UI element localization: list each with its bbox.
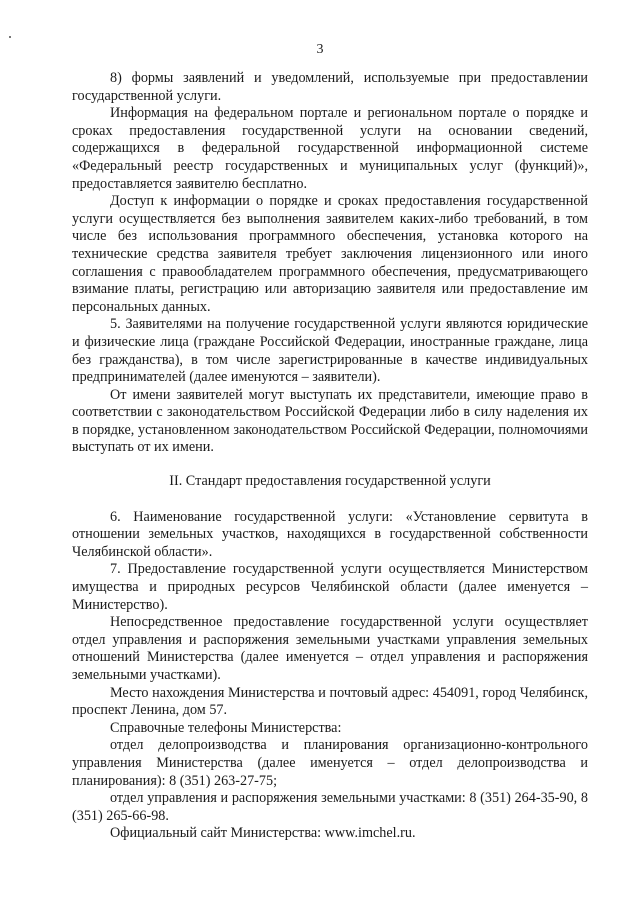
paragraph-provider: 7. Предоставление государственной услуги осуществляется Министерством имущества и природных ресурсов Челябинской области (далее именуется – Министерство). (72, 561, 588, 613)
page-number: 3 (316, 42, 324, 57)
paragraph-service-name: 6. Наименование государственной услуги: «Установление сервитута в отношении земельных участков, находящихся в государственной собственности Челябинской области». (72, 508, 588, 560)
scan-mark (9, 36, 11, 38)
document-body (72, 70, 588, 843)
paragraph-portal-info: Информация на федеральном портале и региональном портале о порядке и сроках предоставления государственной услуги на основании сведений, содержащихся в федеральной государственной информационной системе «Федеральный реестр государственных и муниципальных услуг (функций)», предоставляется заявителю бесплатно. (72, 105, 588, 192)
paragraph-phones-heading: Справочные телефоны Министерства: (110, 719, 342, 736)
paragraph-applicants: 5. Заявителями на получение государственной услуги являются юридические и физические лица (граждане Российской Федерации, иностранные граждане, лица без гражданства), в том числе зарегистрированные в качестве индивидуальных предпринимателей (далее именуются – заявители). (72, 316, 588, 386)
paragraph-forms: 8) формы заявлений и уведомлений, используемые при предоставлении государственной услуги. (72, 70, 588, 104)
paragraph-access-info: Доступ к информации о порядке и сроках предоставления государственной услуги осуществляется без выполнения заявителем каких-либо требований, в том числе без использования программного обеспечения, установка которого на технические средства заявителя требует заключения лицензионного или иного соглашения с правообладателем программного обеспечения, предусматривающего взимание платы, регистрацию или авторизацию заявителя или предоставление им персональных данных. (72, 193, 588, 315)
paragraph-phone-land: отдел управления и распоряжения земельными участками: 8 (351) 264-35-90, 8 (351) 265-66-98. (72, 790, 588, 824)
section-heading: II. Стандарт предоставления государственной услуги (169, 473, 491, 490)
paragraph-department: Непосредственное предоставление государственной услуги осуществляет отдел управления и распоряжения земельными участками управления земельных отношений Министерства (далее именуется – отдел управления и распоряжения земельными участками). (72, 614, 588, 683)
paragraph-website: Официальный сайт Министерства: www.imchel.ru. (110, 825, 416, 842)
paragraph-phone-office: отдел делопроизводства и планирования организационно-контрольного управления Министерства (далее именуется – отдел делопроизводства и планирования): 8 (351) 263-27-75; (72, 737, 588, 789)
paragraph-address: Место нахождения Министерства и почтовый адрес: 454091, город Челябинск, проспект Ленина, дом 57. (72, 684, 588, 719)
paragraph-representatives: От имени заявителей могут выступать их представители, имеющие право в соответствии с законодательством Российской Федерации либо в силу наделения их в порядке, установленном законодательством Российской Федерации, полномочиями выступать от их имени. (72, 386, 588, 456)
